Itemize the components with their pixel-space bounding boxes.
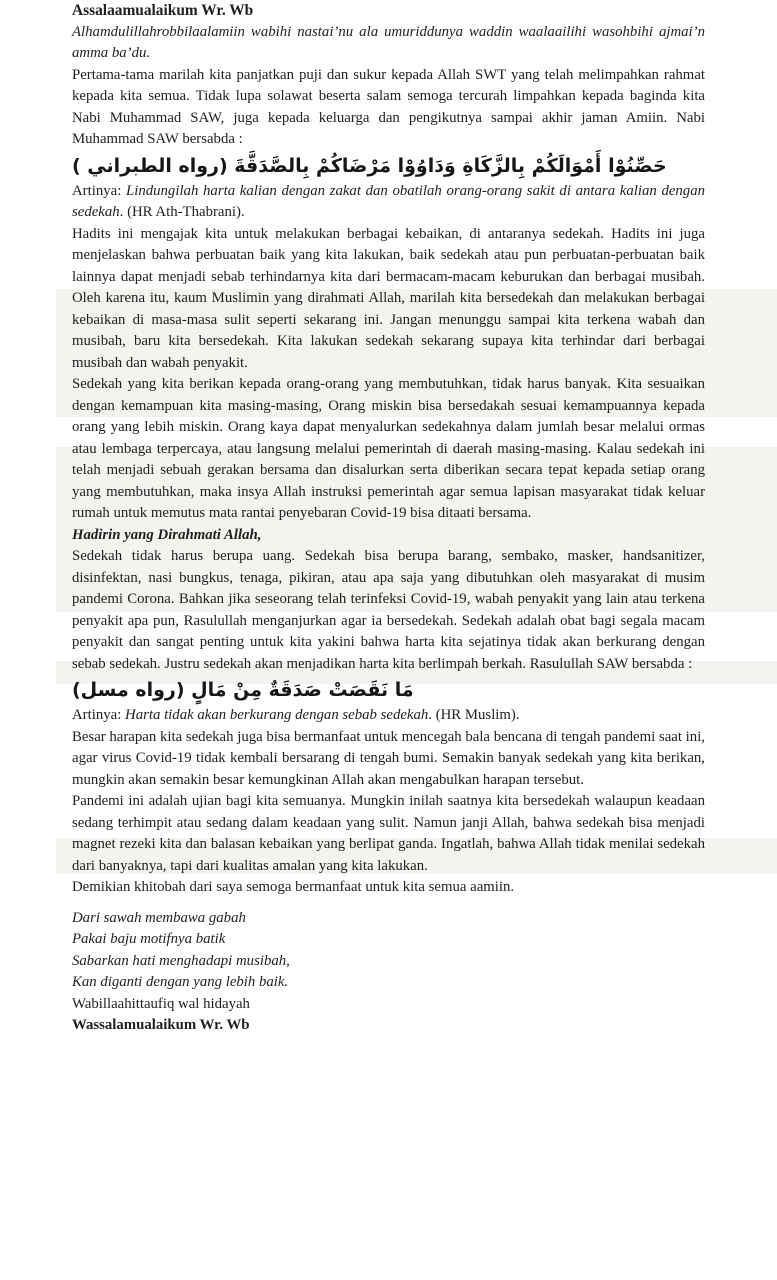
paragraph-besar-harapan: Besar harapan kita sedekah juga bisa bermanfaat untuk mencegah bala bencana di tengah pandemi saat ini, agar virus Covid-19 tidak kembali bersarang di tengah bumi. Semakin banyak sedekah yang kita berikan, mungkin akan semakin besar kemungkinan Allah akan mengabulkan harapan tersebut. [72, 728, 705, 788]
translation-quote: Harta tidak akan berkurang dengan sebab sedekah [125, 707, 429, 723]
translation-quote: Lindungilah harta kalian dengan zakat dan obatilah orang-orang sakit di antara kalian dengan sedekah [72, 182, 705, 220]
pantun-line: Pakai baju motifnya batik [72, 931, 226, 947]
closing-wabillaahi: Wabillaahittaufiq wal hidayah [72, 995, 250, 1012]
hadith-translation-thabrani [72, 181, 705, 224]
paragraph-penjelasan-hadits: Hadits ini mengajak kita untuk melakukan berbagai kebaikan, di antaranya sedekah. Hadits ini juga menjelaskan bahwa perbuatan baik yang kita lakukan, baik sedekah atau pun perbuatan-perbuatan baik lainnya dapat menjadi sebab terhindarnya kita dari bermacam-macam keburukan dan berbagai musibah. Oleh karena itu, kaum Muslimin yang dirahmati Allah, marilah kita bersedekah dan melakukan berbagai kebaikan di masa-masa sulit seperti sekarang ini. Jangan menunggu sampai kita terkena wabah dan musibah, baru kita bersedekah. Kita lakukan sedekah sekarang supaya kita terhindar dari berbagai musibah dan wabah penyakit. [72, 225, 705, 371]
translation-prefix: Artinya: [72, 707, 126, 723]
salutation-closing: Wassalamualaikum Wr. Wb [72, 1017, 250, 1033]
hadith-translation-muslim [72, 705, 705, 727]
document-content [72, 0, 705, 1037]
paragraph-sedekah-tidak-harus-uang: Sedekah tidak harus berupa uang. Sedekah bisa berupa barang, sembako, masker, handsanitizer, disinfektan, nasi bungkus, tenaga, pikiran, atau apa saja yang dibutuhkan oleh masyarakat di musim pandemi Corona. Bahkan jika seseorang telah terinfeksi Covid-19, wabah penyakit yang lain atau terkena penyakit apa pun, Rasulullah menganjurkan agar ia bersedekah. Sedekah adalah obat bagi segala macam penyakit dan sangat penting untuk kita yakini bahwa harta kita sejatinya tidak akan berkurang dengan sebab sedekah. Justru sedekah akan menjadikan harta kita berlimpah berkah. Rasulullah SAW bersabda : [72, 548, 705, 672]
salutation-opening: Assalaamualaikum Wr. Wb [72, 2, 254, 19]
pantun-line: Dari sawah membawa gabah [72, 909, 246, 926]
translation-source: . (HR Ath-Thabrani). [119, 204, 245, 220]
pantun-block [72, 908, 705, 994]
paragraph-pandemi-ujian: Pandemi ini adalah ujian bagi kita semuanya. Mungkin inilah saatnya kita bersedekah walaupun keadaan sedang terhimpit atau sedang dalam keadaan yang sulit. Namun janji Allah, bahwa sedekah bisa menjadi magnet rezeki kita dan balasan kebaikan yang berlipat ganda. Ingatlah, bahwa Allah tidak menilai sedekah dari banyaknya, tapi dari kualitas amalan yang kita lakukan. [72, 793, 705, 874]
paragraph-pembuka: Pertama-tama marilah kita panjatkan puji dan sukur kepada Allah SWT yang telah melimpahkan rahmat kepada kita semua. Tidak lupa solawat beserta salam semoga tercurah limpahkan kepada baginda kita Nabi Muhammad SAW, juga kepada keluarga dan pengikutnya sampai akhir jaman Amiin. Nabi Muhammad SAW bersabda : [72, 66, 705, 147]
pantun-line: Sabarkan hati menghadapi musibah, [72, 952, 290, 969]
translation-source: . (HR Muslim). [428, 707, 520, 723]
line-demikian-khitobah: Demikian khitobah dari saya semoga bermanfaat untuk kita semua aamiin. [72, 879, 515, 895]
hadith-arabic-thabrani: حَصِّنُوْا أَمْوَالَكُمْ بِالزَّكَاةِ وَدَاوُوْا مَرْضَاكُمْ بِالصَّدَقَّةَ (رواه الطبراني ) [72, 154, 667, 177]
section-heading-hadirin: Hadirin yang Dirahmati Allah, [72, 526, 262, 543]
hadith-arabic-muslim: مَا نَقَصَتْ صَدَقَةٌ مِنْ مَالٍ (رواه مسل) [72, 679, 414, 701]
arabic-transliteration-opening: Alhamdulillahrobbilaalamiin wabihi nastai’nu ala umuriddunya waddin waalaailihi wasohbihi ajmai’n amma ba’du. [72, 23, 705, 61]
translation-prefix: Artinya: [72, 182, 126, 199]
paragraph-sedekah-sesuai-kemampuan: Sedekah yang kita berikan kepada orang-orang yang membutuhkan, tidak harus banyak. Kita sesuaikan dengan kemampuan kita masing-masing, Orang miskin bisa bersedakah sesuai kemampuannya kepada orang yang lebih miskin. Orang kaya dapat menyalurkan sedekahnya dalam jumlah besar melalui ormas atau lembaga terpercaya, atau langsung melalui pemerintah di daerah masing-masing. Kalau sedekah ini telah menjadi sebuah gerakan bersama dan disalurkan serta diberikan secara tepat kepada setiap orang yang membutuhkan, maka insya Allah instruksi pemerintah agar semua lapisan masyarakat tidak keluar rumah untuk memutus mata rantai penyebaran Covid-19 bisa ditaati bersama. [72, 376, 705, 521]
pantun-line: Kan diganti dengan yang lebih baik. [72, 974, 289, 990]
